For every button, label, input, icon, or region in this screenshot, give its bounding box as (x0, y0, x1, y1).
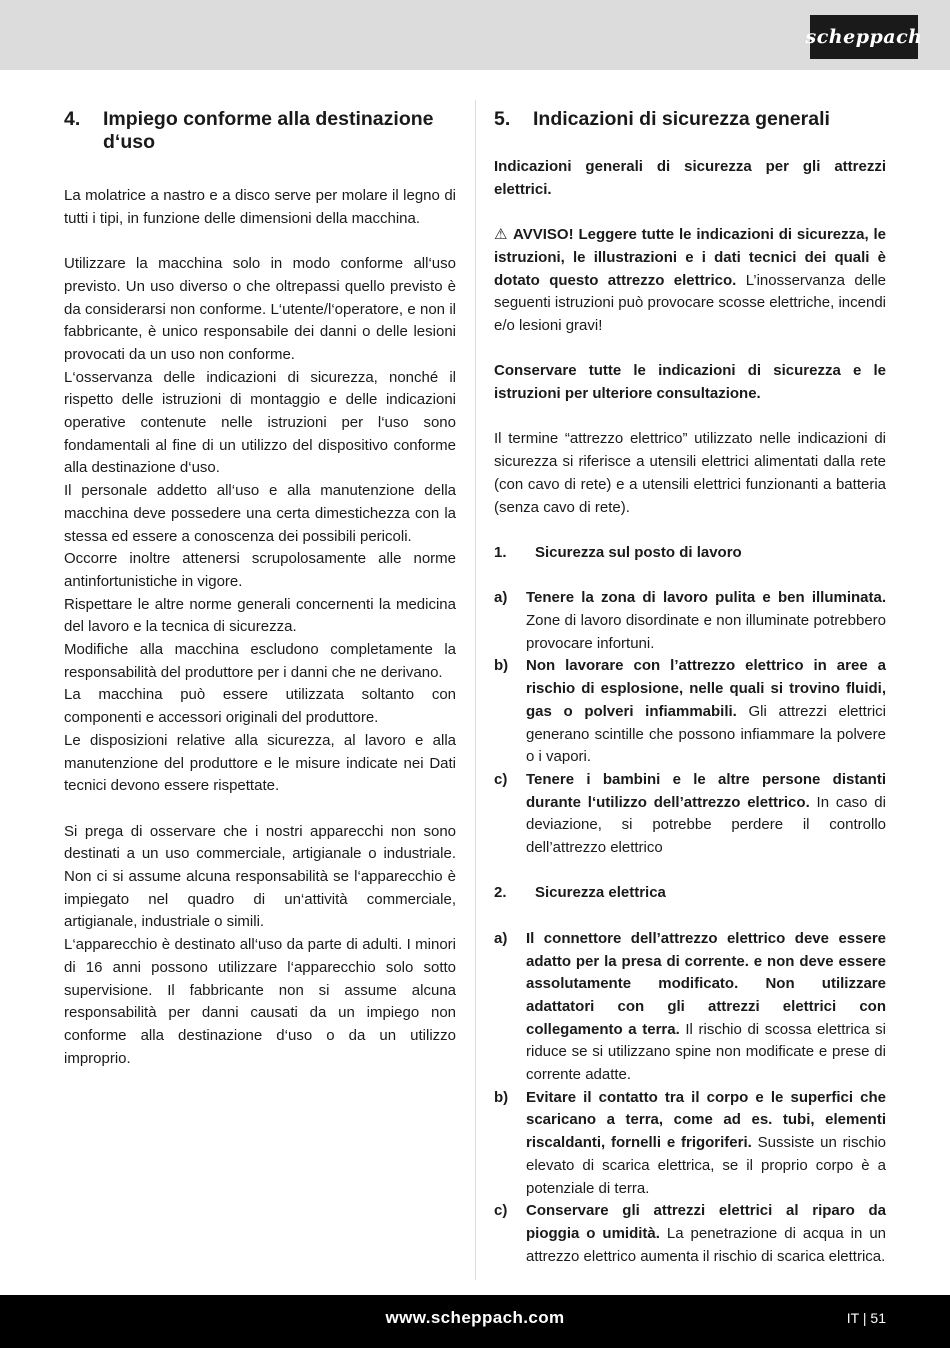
item-body: Il rischio di scossa elettrica si riduce se si utilizzano spine non modificate e prese di corrente adatte. (526, 1020, 886, 1084)
section-heading-4 (64, 108, 456, 154)
subsection-title: Sicurezza sul posto di lavoro (535, 543, 742, 561)
keep-instructions: Conservare tutte le indicazioni di sicurezza e le istruzioni per ulteriore consultazione. (494, 362, 886, 402)
item-text (526, 655, 886, 769)
item-body: Zone di lavoro disordinate e non illuminate potrebbero provocare infortuni. (526, 611, 886, 652)
section-number: 5. (494, 108, 511, 130)
item-bold: Tenere la zona di lavoro pulita e ben illuminata. (526, 589, 886, 607)
language-code: IT (846, 1310, 859, 1326)
page-number: IT | 51 (846, 1310, 886, 1326)
item-body: In caso di deviazione, si potrebbe perdere il controllo dell’attrezzo elettrico (526, 793, 886, 857)
item-text (526, 928, 886, 1087)
list-item (494, 1200, 886, 1268)
warning-bold: AVVISO! Leggere tutte le indicazioni di sicurezza, le istruzioni, le illustrazioni e i dati tecnici dei quali è dotato questo attrezzo elettrico. (494, 226, 887, 289)
item-body: La penetrazione di acqua in un attrezzo elettrico aumenta il rischio di scarica elettrica. (526, 1224, 887, 1265)
warning-icon: ⚠ (494, 226, 509, 244)
header-bar (0, 0, 950, 70)
intro-text: Indicazioni generali di sicurezza per gli attrezzi elettrici. (494, 158, 886, 198)
item-label: c) (494, 1202, 508, 1220)
paragraph: Le disposizioni relative alla sicurezza, al lavoro e alla manutenzione del produttore e le misure indicate nei Dati tecnici devono essere rispettate. (64, 731, 456, 795)
paragraph: Il personale addetto all‘uso e alla manutenzione della macchina deve possedere una certa dimestichezza con la stessa ed essere a conoscenza dei possibili pericoli. (64, 482, 456, 545)
list-item (494, 769, 886, 860)
item-label: a) (494, 589, 508, 607)
item-label: c) (494, 770, 508, 788)
paragraph: Modifiche alla macchina escludono completamente la responsabilità del produttore per i danni che ne derivano. (64, 641, 456, 681)
item-bold: Evitare il contatto tra il corpo e le superfici che scaricano a terra, come ad es. tubi, elementi riscaldanti, fornelli e frigoriferi. (526, 1088, 886, 1152)
right-column (494, 107, 886, 1268)
item-text (526, 1087, 886, 1201)
section-title: Indicazioni di sicurezza generali (533, 108, 830, 130)
item-label: b) (494, 657, 509, 675)
item-label: b) (494, 1088, 509, 1106)
paragraph: L‘osservanza delle indicazioni di sicurezza, nonché il rispetto delle istruzioni di montaggio e delle indicazioni operative contenute nelle istruzioni per l‘uso sono fondamentali al fine di un utilizzo del dispositivo conforme alla destinazione d‘uso. (64, 368, 456, 477)
item-body: Sussiste un rischio elevato di scarica elettrica, se il proprio corpo è a potenziale di terra. (526, 1134, 887, 1197)
footer-bar (0, 1295, 950, 1348)
list-item (494, 928, 886, 1087)
item-text (526, 769, 886, 860)
item-text (526, 1200, 886, 1268)
brand-logo (805, 15, 923, 59)
paragraph: Si prega di osservare che i nostri apparecchi non sono destinati a un uso commerciale, artigianale o industriale. Non ci si assume alcuna responsabilità se l‘apparecchio è impiegato nel quadro di un‘attività commerciale, artigianale, industriale o simili. (64, 822, 456, 931)
item-bold: Non lavorare con l’attrezzo elettrico in aree a rischio di esplosione, nelle quali si trovino fluidi, gas o polveri infiammabili. (526, 657, 886, 720)
item-bold: Il connettore dell’attrezzo elettrico deve essere adatto per la presa di corrente. e non deve essere assolutamente modificato. Non utilizzare adattatori con gli attrezzi elettrici con collegamento a terra. (526, 929, 886, 1038)
paragraph: La molatrice a nastro e a disco serve per molare il legno di tutti i tipi, in funzione delle dimensioni della macchina. (64, 187, 456, 227)
warning-text: L’inosservanza delle seguenti istruzioni può provocare scosse elettriche, incendi e/o lesioni gravi! (494, 271, 887, 334)
warning-paragraph (494, 224, 886, 338)
section-number: 4. (64, 108, 81, 130)
website-url: www.scheppach.com (385, 1308, 565, 1327)
section-title: Impiego conforme alla destinazione d‘uso (103, 108, 434, 153)
section-heading-5 (494, 108, 886, 131)
page-index: 51 (870, 1310, 886, 1326)
subsection-number: 1. (494, 543, 507, 561)
subsection-heading-2 (494, 882, 886, 905)
item-bold: Conservare gli attrezzi elettrici al riparo da pioggia o umidità. (526, 1202, 886, 1242)
item-label: a) (494, 929, 508, 947)
paragraph: La macchina può essere utilizzata soltanto con componenti e accessori originali del produttore. (64, 686, 456, 727)
subsection-heading-1 (494, 542, 886, 565)
item-bold: Tenere i bambini e le altre persone distanti durante l‘utilizzo dell’attrezzo elettrico. (526, 770, 886, 811)
list-item (494, 587, 886, 655)
item-text (526, 587, 886, 655)
subsection-title: Sicurezza elettrica (535, 884, 666, 902)
paragraph: Occorre inoltre attenersi scrupolosamente alle norme antinfortunistiche in vigore. (64, 550, 456, 590)
paragraph: Utilizzare la macchina solo in modo conforme all‘uso previsto. Un uso diverso o che oltrepassi quello previsto è da considerarsi non conforme. L‘utente/l‘operatore, e non il fabbricante, è unico responsabile dei danni o delle lesioni provocati da un uso non conforme. (64, 255, 456, 363)
column-divider (475, 100, 476, 1280)
paragraph: Rispettare le altre norme generali concernenti la medicina del lavoro e la tecnica di sicurezza. (64, 595, 456, 636)
term-definition: Il termine “attrezzo elettrico” utilizzato nelle indicazioni di sicurezza si riferisce a utensili elettrici alimentati dalla rete (con cavo di rete) e a utensili elettrici funzionanti a batteria (senza cavo di rete). (494, 430, 886, 516)
paragraph: L‘apparecchio è destinato all‘uso da parte di adulti. I minori di 16 anni possono utilizzare l‘apparecchio solo sotto supervisione. Il fabbricante non si assume alcuna responsabilità per danni causati da un impiego non conforme alla destinazione d‘uso o da un utilizzo improprio. (64, 936, 456, 1067)
logo-text: scheppach (805, 26, 923, 48)
list-item (494, 655, 886, 769)
left-column (64, 107, 456, 1070)
item-body: Gli attrezzi elettrici generano scintille che possono infiammare la polvere o i vapori. (526, 702, 886, 766)
subsection-number: 2. (494, 884, 507, 902)
list-item (494, 1087, 886, 1201)
